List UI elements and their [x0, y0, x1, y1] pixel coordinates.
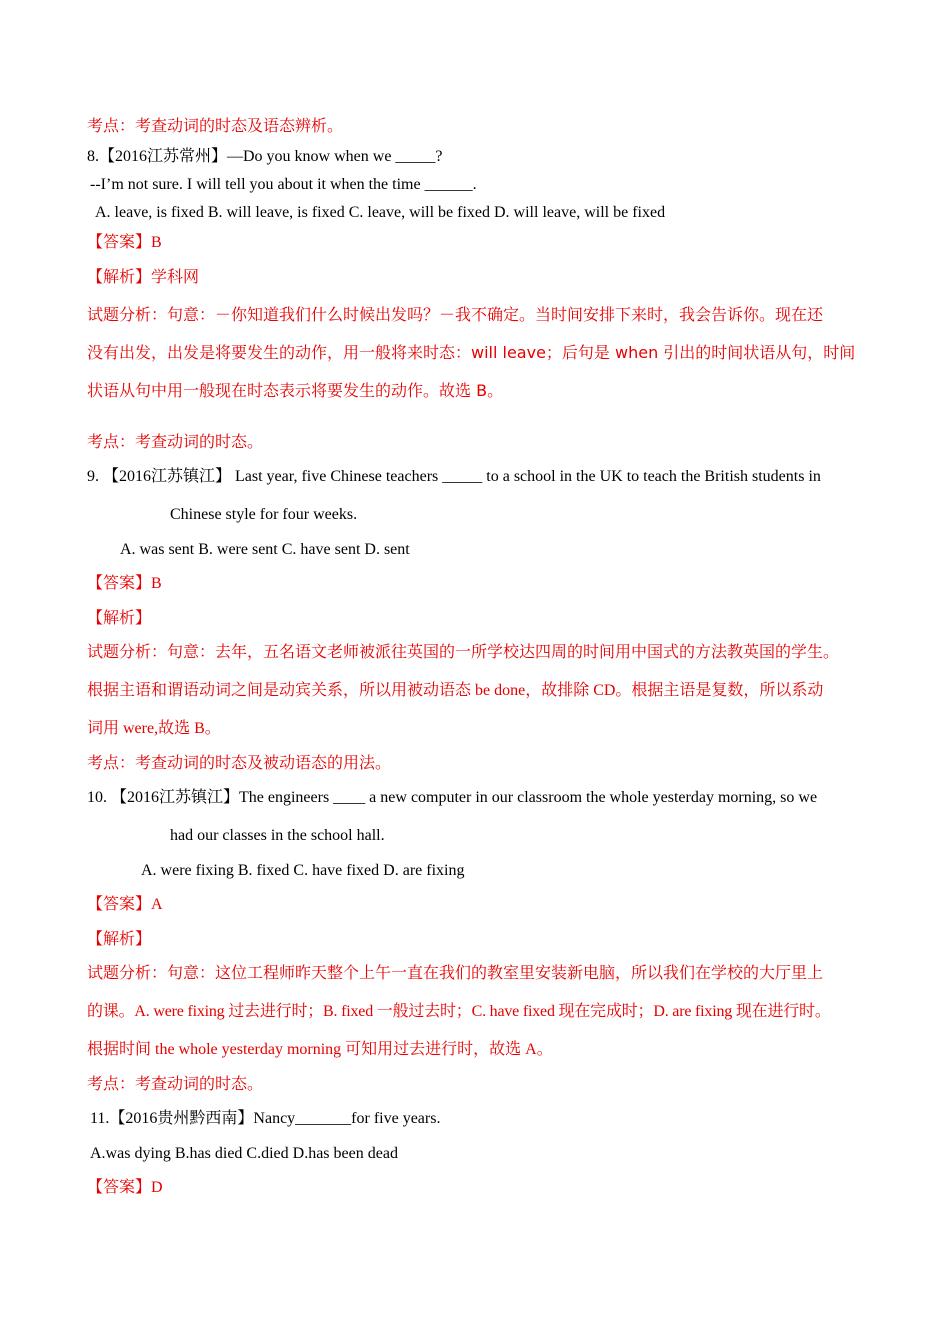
q8-jiexi: 【解析】学科网 — [87, 267, 200, 286]
q9-jiexi: 【解析】 — [87, 610, 152, 627]
q9-analysis-line3: 词用 were,故选 B。 — [87, 720, 221, 737]
q9-options: A. was sent B. were sent C. have sent D. sent — [120, 541, 410, 558]
q10-options: A. were fixing B. fixed C. have fixed D. are fixing — [141, 862, 465, 879]
q7-kaodian: 考点：考查动词的时态及语态辨析。 — [87, 118, 344, 135]
q10-analysis-line1: 试题分析：句意：这位工程师昨天整个上午一直在我们的教室里安装新电脑，所以我们在学校的大厅里上 — [87, 965, 824, 982]
q8-kaodian: 考点：考查动词的时态。 — [87, 434, 264, 451]
q10-stem: 10. 【2016江苏镇江】The engineers ____ a new computer in our classroom the whole yesterday morning, so we — [87, 789, 818, 806]
q10-stem-cont: had our classes in the school hall. — [170, 827, 385, 844]
q10-kaodian: 考点：考查动词的时态。 — [87, 1076, 264, 1093]
q11-options: A.was dying B.has died C.died D.has been dead — [90, 1145, 398, 1162]
q10-analysis-line3: 根据时间 the whole yesterday morning 可知用过去进行时，故选 A。 — [87, 1041, 553, 1058]
q8-line2: --I’m not sure. I will tell you about it when the time ______. — [90, 176, 477, 193]
q10-jiexi: 【解析】 — [87, 931, 152, 948]
q8-analysis-line1: 试题分析：句意：－你知道我们什么时候出发吗？－我不确定。当时间安排下来时，我会告诉你。现在还 — [87, 305, 824, 324]
q9-kaodian: 考点：考查动词的时态及被动语态的用法。 — [87, 755, 392, 772]
q10-analysis-line2: 的课。A. were fixing 过去进行时；B. fixed 一般过去时；C. have fixed 现在完成时；D. are fixing 现在进行时。 — [87, 1003, 831, 1020]
q8-analysis-line3: 状语从句中用一般现在时态表示将要发生的动作。故选 B。 — [87, 381, 504, 400]
q8-options: A. leave, is fixed B. will leave, is fixed C. leave, will be fixed D. will leave, will be fixed — [95, 204, 666, 221]
q9-stem: 9. 【2016江苏镇江】 Last year, five Chinese teachers _____ to a school in the UK to teach the British students in — [87, 468, 821, 485]
q9-answer: 【答案】B — [87, 575, 162, 592]
q11-stem: 11.【2016贵州黔西南】Nancy_______for five years. — [90, 1110, 441, 1127]
q8-stem: 8.【2016江苏常州】—Do you know when we _____? — [87, 148, 443, 165]
q10-answer: 【答案】A — [87, 896, 163, 913]
q8-answer: 【答案】B — [87, 234, 162, 251]
q9-analysis-line2: 根据主语和谓语动词之间是动宾关系，所以用被动语态 be done，故排除 CD。根据主语是复数，所以系动 — [87, 682, 824, 699]
q9-stem-cont: Chinese style for four weeks. — [170, 506, 358, 523]
q9-analysis-line1: 试题分析：句意：去年，五名语文老师被派往英国的一所学校达四周的时间用中国式的方法教英国的学生。 — [87, 644, 840, 661]
q8-analysis-line2: 没有出发，出发是将要发生的动作，用一般将来时态：will leave；后句是 when 引出的时间状语从句，时间 — [87, 343, 856, 362]
q11-answer: 【答案】D — [87, 1179, 163, 1196]
